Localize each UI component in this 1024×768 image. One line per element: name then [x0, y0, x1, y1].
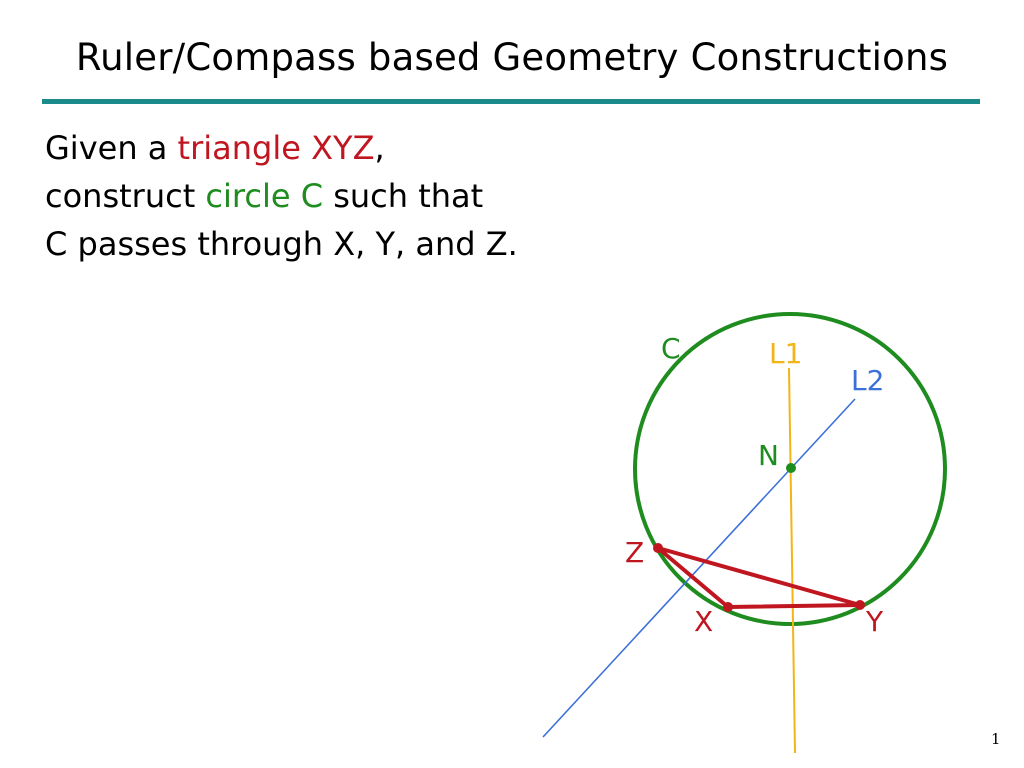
- circle-highlight: circle C: [205, 177, 324, 215]
- statement-text: ,: [374, 129, 385, 167]
- label-n: N: [758, 439, 779, 472]
- label-l2: L2: [851, 364, 885, 397]
- slide-title: Ruler/Compass based Geometry Constructions: [75, 36, 949, 79]
- label-y: Y: [866, 605, 884, 638]
- statement-text: Given a: [45, 129, 178, 167]
- center-n-point: [786, 463, 796, 473]
- page-number: 1: [991, 730, 1001, 748]
- vertex-x-point: [723, 602, 733, 612]
- triangle-xyz: [658, 548, 860, 607]
- label-l1: L1: [769, 337, 803, 370]
- label-z: Z: [625, 536, 645, 569]
- triangle-highlight: triangle XYZ: [177, 129, 375, 167]
- label-circle-c: C: [661, 332, 681, 365]
- statement-text: construct: [45, 177, 206, 215]
- line-l2: [543, 399, 855, 737]
- label-x: X: [694, 605, 714, 638]
- vertex-z-point: [653, 543, 663, 553]
- statement-text: C passes through X, Y, and Z.: [45, 225, 518, 263]
- line-l1: [789, 368, 795, 753]
- statement-text: such that: [323, 177, 484, 215]
- vertex-y-point: [855, 600, 865, 610]
